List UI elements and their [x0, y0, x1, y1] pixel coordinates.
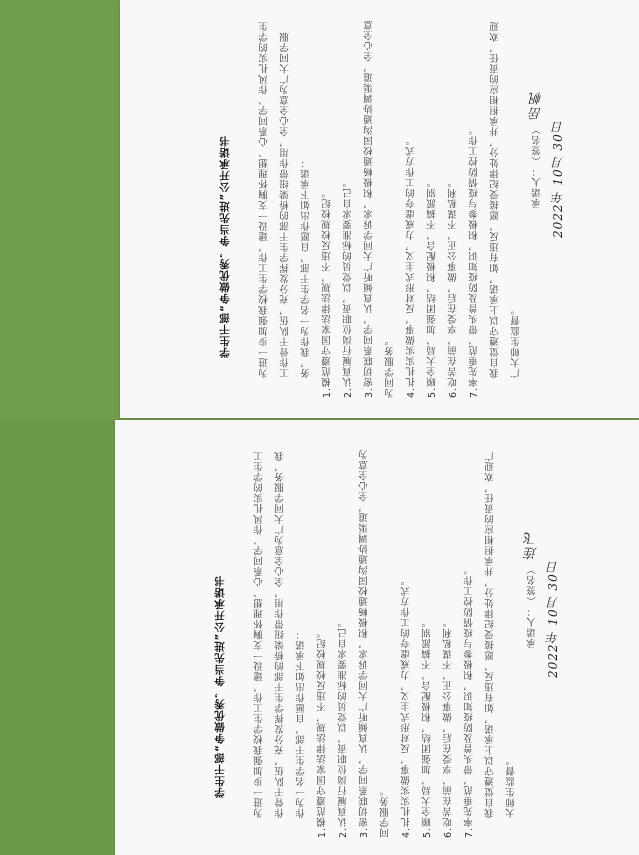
promisor-label: 承诺人：（签名）	[532, 124, 543, 208]
pledge-title: 学生干部“争做优秀，争当先进”公开承诺书	[219, 135, 231, 358]
pledge-item: 7.率先垂范，带头普及防疫知识，积极参与疫情防控工作。	[469, 124, 480, 398]
handwritten-signature: 岳帆	[530, 89, 545, 120]
pledge-document	[215, 18, 615, 398]
pledge-closing: 我自觉遵守以上承诺，如有违反，愿接受纪律处分，并承担相应的责任，欢迎广大师生监督。	[490, 21, 522, 378]
promisor-label: 承诺人：（签名）	[527, 564, 538, 648]
promisor-line	[527, 18, 548, 398]
pledge-title: 学生干部“争做优秀，争当先进”公开承诺书	[214, 575, 226, 798]
pledge-item: 7.率先垂范，带头普及防疫知识，积极参与疫情防控工作。	[464, 564, 475, 838]
pledge-item: 3.密切联系同学，认真倾听广大同学诉求，积极畅通校园沟通协调渠道，全心全意为同学服务。	[364, 19, 396, 398]
pledge-intro: 为进一步加强我校学生工作，建设一支胸怀理想、心系同学、作风扎实的学生工作骨干队伍，充分发挥学生干部的桥梁纽带作用，全心全意为广大同学服务，我作为一名学生干部，自愿作出如下承诺：	[254, 450, 307, 818]
pledge-date: 2022年 10月 30日	[546, 560, 560, 678]
pledge-item: 2.认真履行岗位职责，以党员的标准要求自己。	[343, 176, 354, 398]
pledge-item: 3.密切联系同学，认真倾听广大同学诉求，积极畅通校园沟通协调渠道，全心全意为同学服务。	[359, 448, 391, 838]
pledge-item: 1.模范遵守国家法律法规，不违反校规校纪。	[317, 627, 328, 838]
pledge-item: 4.扎扎实实做事，反对形式主义，力戒虚夸的工作方式。	[401, 574, 412, 838]
handwritten-signature: 连飞	[525, 529, 540, 560]
pledge-item: 4.扎扎实实做事，反对形式主义，力戒虚夸的工作方式。	[406, 134, 417, 398]
pledge-item: 1.模范遵守国家法律法规，不违反校规校纪。	[322, 187, 333, 398]
pledge-intro: 为进一步加强我校学生工作，建设一支胸怀理想、心系同学、作风扎实的学生工作骨干队伍，充分发挥学生干部的桥梁纽带作用，全心全意为广大同学服务，我作为一名学生干部，自愿作出如下承诺：	[259, 21, 312, 378]
pledge-item: 6.吃苦在前，享受在后，做事公正，不谋私利。	[448, 176, 459, 398]
pledge-closing: 我自觉遵守以上承诺，如有违反，愿接受纪律处分，并承担相应的责任，欢迎广大师生监督。	[485, 450, 517, 818]
pledge-item: 2.认真履行岗位职责，以党员的标准要求自己。	[338, 616, 349, 838]
pledge-document	[210, 448, 610, 838]
pledge-date: 2022年 10月 30日	[551, 120, 565, 238]
promisor-line	[522, 448, 543, 838]
pledge-sheet-1	[120, 0, 639, 418]
pledge-item: 5.顾全大局，加强团结，积极配合，不搞派别。	[427, 176, 438, 398]
pledge-sheet-2	[115, 420, 639, 855]
pledge-item: 6.吃苦在前，享受在后，做事公正，不谋私利。	[443, 616, 454, 838]
pledge-item: 5.顾全大局，加强团结，积极配合，不搞派别。	[422, 616, 433, 838]
